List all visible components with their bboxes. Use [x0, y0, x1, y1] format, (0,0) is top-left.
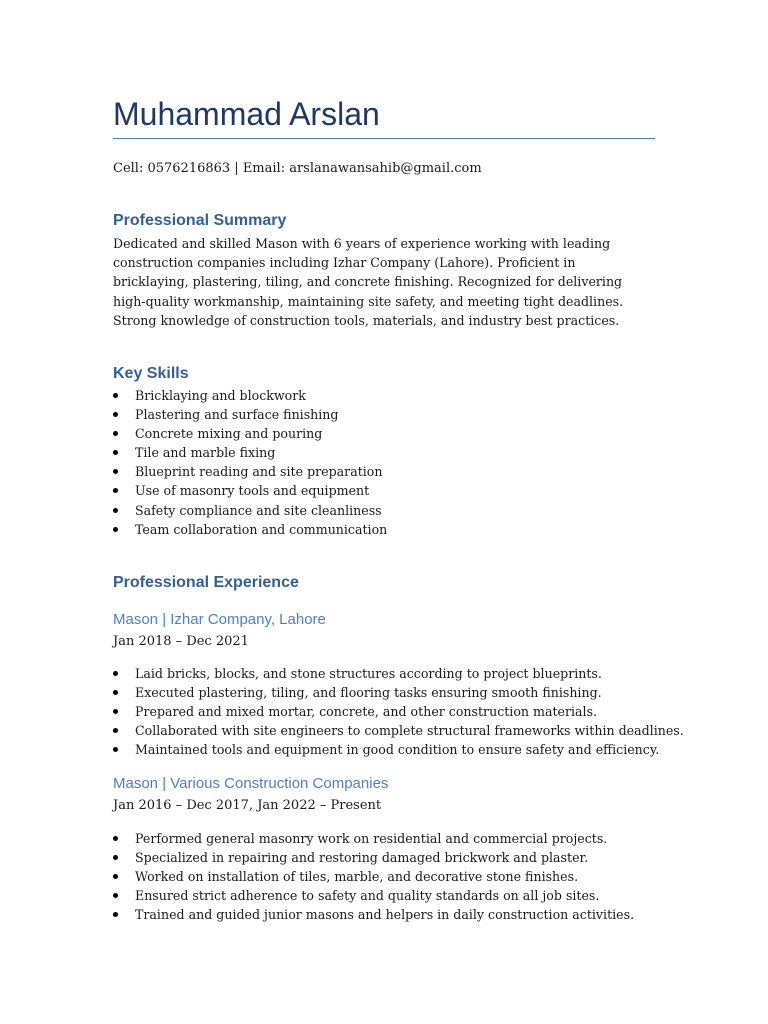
job-dates: Jan 2018 – Dec 2021: [113, 634, 249, 649]
bullet-icon: [113, 912, 118, 917]
skill-item: Plastering and surface finishing: [113, 405, 655, 424]
candidate-name: Muhammad Arslan: [113, 96, 380, 132]
duty-item: Collaborated with site engineers to complete structural frameworks within deadlines.: [113, 721, 655, 740]
bullet-icon: [113, 469, 118, 474]
summary-heading: Professional Summary: [113, 212, 287, 229]
duty-item: Prepared and mixed mortar, concrete, and other construction materials.: [113, 702, 655, 721]
bullet-icon: [113, 855, 118, 860]
experience-heading: Professional Experience: [113, 574, 299, 591]
bullet-icon: [113, 728, 118, 733]
job-dates: Jan 2016 – Dec 2017, Jan 2022 – Present: [113, 798, 382, 813]
duty-item: Performed general masonry work on residential and commercial projects.: [113, 829, 655, 848]
bullet-icon: [113, 874, 118, 879]
duty-item: Ensured strict adherence to safety and quality standards on all job sites.: [113, 886, 655, 905]
bullet-icon: [113, 488, 118, 493]
duty-item: Worked on installation of tiles, marble, and decorative stone finishes.: [113, 867, 655, 886]
title-divider: [113, 138, 655, 139]
duty-item: Laid bricks, blocks, and stone structures according to project blueprints.: [113, 664, 655, 683]
job-title: Mason | Various Construction Companies: [113, 775, 389, 792]
bullet-icon: [113, 393, 118, 398]
bullet-icon: [113, 508, 118, 513]
skill-item: Safety compliance and site cleanliness: [113, 501, 655, 520]
contact-line: Cell: 0576216863 | Email: arslanawansahib@gmail.com: [113, 161, 482, 176]
bullet-icon: [113, 836, 118, 841]
bullet-icon: [113, 527, 118, 532]
skills-heading: Key Skills: [113, 365, 189, 382]
bullet-icon: [113, 412, 118, 417]
skill-item: Use of masonry tools and equipment: [113, 481, 655, 500]
bullet-icon: [113, 671, 118, 676]
skill-item: Concrete mixing and pouring: [113, 424, 655, 443]
skill-item: Tile and marble fixing: [113, 443, 655, 462]
job-duties-list: [113, 829, 655, 924]
summary-text: Dedicated and skilled Mason with 6 years of experience working with leading construction companies including Izhar Company (Lahore). Proficient in bricklaying, plastering, tiling, and concrete finishing. Recognized for delivering high-quality workmanship, maintaining site safety, and meeting tight deadlines. Strong knowledge of construction tools, materials, and industry best practices.: [113, 236, 624, 328]
bullet-icon: [113, 747, 118, 752]
bullet-icon: [113, 450, 118, 455]
duty-item: Specialized in repairing and restoring damaged brickwork and plaster.: [113, 848, 655, 867]
skills-list: [113, 386, 655, 539]
duty-item: Executed plastering, tiling, and flooring tasks ensuring smooth finishing.: [113, 683, 655, 702]
bullet-icon: [113, 709, 118, 714]
job-title: Mason | Izhar Company, Lahore: [113, 611, 326, 628]
job-duties-list: [113, 664, 684, 759]
bullet-icon: [113, 690, 118, 695]
bullet-icon: [113, 893, 118, 898]
skill-item: Bricklaying and blockwork: [113, 386, 655, 405]
bullet-icon: [113, 431, 118, 436]
skill-item: Blueprint reading and site preparation: [113, 462, 655, 481]
duty-item: Maintained tools and equipment in good condition to ensure safety and efficiency.: [113, 740, 655, 759]
skill-item: Team collaboration and communication: [113, 520, 655, 539]
duty-item: Trained and guided junior masons and helpers in daily construction activities.: [113, 905, 655, 924]
